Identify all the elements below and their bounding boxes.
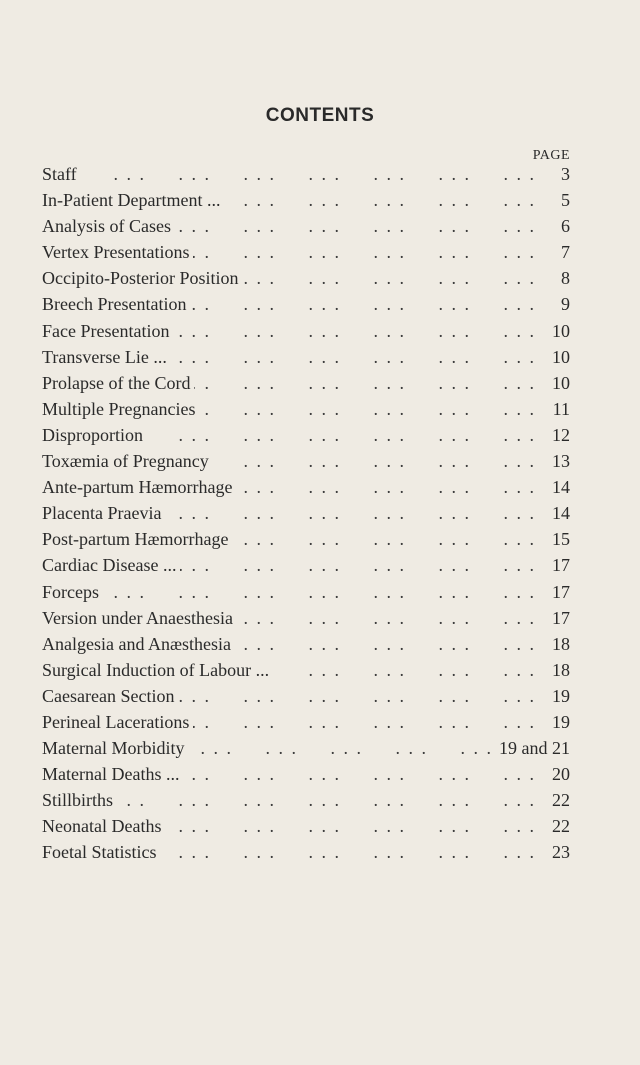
contents-entry [42,213,570,239]
contents-entry [42,422,570,448]
entry-page-number: 8 [561,268,570,289]
entry-page-number: 6 [561,216,570,237]
page-title: CONTENTS [265,105,375,126]
entry-page-number: 19 and 21 [499,738,570,759]
contents-entry [42,370,570,396]
entry-page-number: 23 [552,842,570,863]
contents-entry [42,448,570,474]
entry-page-number: 15 [552,529,570,550]
contents-entry [42,605,570,631]
entry-page-number: 20 [552,764,570,785]
dot-leader [193,709,536,735]
dot-leader [190,291,536,317]
entry-label: Foetal Statistics [42,842,157,863]
dot-leader [243,265,537,291]
contents-entry [42,761,570,787]
entry-label: Maternal Deaths ... [42,764,180,785]
entry-label: Placenta Praevia [42,503,162,524]
entry-label: Breech Presentation [42,294,187,315]
dot-leader [236,474,536,500]
contents-entry [42,500,570,526]
dot-leader [173,318,536,344]
entry-label: In-Patient Department ... [42,190,221,211]
dot-leader [224,187,536,213]
entry-label: Maternal Morbidity [42,738,185,759]
contents-entry [42,735,570,761]
entry-page-number: 14 [552,477,570,498]
contents-entry [42,657,570,683]
contents-entry [42,239,570,265]
contents-entry [42,709,570,735]
entry-label: Ante-partum Hæmorrhage [42,477,233,498]
dot-leader [237,605,536,631]
dot-leader [81,161,536,187]
entry-label: Neonatal Deaths [42,816,162,837]
dot-leader [194,370,536,396]
entry-label: Disproportion [42,424,143,445]
dot-leader [171,344,536,370]
entry-page-number: 10 [552,346,570,367]
contents-list [42,161,570,866]
dot-leader [175,213,536,239]
entry-label: Post-partum Hæmorrhage [42,529,229,550]
entry-page-number: 22 [552,816,570,837]
entry-label: Vertex Presentations [42,242,190,263]
dot-leader [178,683,536,709]
dot-leader [232,526,536,552]
entry-page-number: 5 [561,190,570,211]
entry-page-number: 10 [552,372,570,393]
entry-page-number: 19 [552,685,570,706]
contents-entry [42,526,570,552]
entry-label: Cardiac Disease ... [42,555,177,576]
entry-label: Face Presentation [42,320,170,341]
page-column-heading: PAGE [532,148,570,163]
dot-leader [117,787,536,813]
contents-entry [42,579,570,605]
dot-leader [165,813,536,839]
dot-leader [165,500,536,526]
entry-page-number: 9 [561,294,570,315]
contents-entry [42,787,570,813]
contents-entry [42,474,570,500]
contents-entry [42,161,570,187]
contents-entry [42,344,570,370]
entry-label: Analgesia and Anæsthesia [42,633,231,654]
dot-leader [193,239,536,265]
entry-label: Toxæmia of Pregnancy [42,451,209,472]
entry-label: Version under Anaesthesia [42,607,233,628]
entry-label: Prolapse of the Cord [42,372,191,393]
dot-leader [161,839,537,865]
contents-entry [42,396,570,422]
entry-page-number: 19 [552,711,570,732]
entry-label: Occipito-Posterior Position [42,268,239,289]
dot-leader [235,631,536,657]
entry-page-number: 14 [552,503,570,524]
entry-page-number: 18 [552,659,570,680]
contents-entry [42,265,570,291]
entry-page-number: 13 [552,451,570,472]
contents-entry [42,839,570,865]
entry-label: Staff [42,164,77,184]
entry-page-number: 17 [552,607,570,628]
entry-page-number: 10 [552,320,570,341]
dot-leader [147,422,536,448]
contents-entry [42,291,570,317]
entry-label: Forceps [42,581,99,602]
entry-label: Perineal Lacerations [42,711,190,732]
contents-entry [42,631,570,657]
dot-leader [199,396,536,422]
entry-page-number: 18 [552,633,570,654]
contents-entry [42,552,570,578]
entry-page-number: 7 [561,242,570,263]
entry-page-number: 12 [552,424,570,445]
entry-label: Analysis of Cases [42,216,171,237]
entry-page-number: 22 [552,790,570,811]
entry-label: Multiple Pregnancies [42,398,196,419]
contents-entry [42,813,570,839]
entry-page-number: 17 [552,555,570,576]
dot-leader [183,761,536,787]
entry-page-number: 11 [552,398,570,419]
entry-label: Stillbirths [42,790,114,811]
contents-entry [42,318,570,344]
dot-leader [103,579,536,605]
entry-label: Surgical Induction of Labour ... [42,659,270,680]
dot-leader [180,552,536,578]
entry-label: Caesarean Section [42,685,175,706]
entry-label: Transverse Lie ... [42,346,167,367]
entry-page-number: 3 [561,164,570,184]
dot-leader [213,448,536,474]
dot-leader [273,657,536,683]
dot-leader [188,735,493,761]
entry-page-number: 17 [552,581,570,602]
contents-entry [42,187,570,213]
contents-entry [42,683,570,709]
